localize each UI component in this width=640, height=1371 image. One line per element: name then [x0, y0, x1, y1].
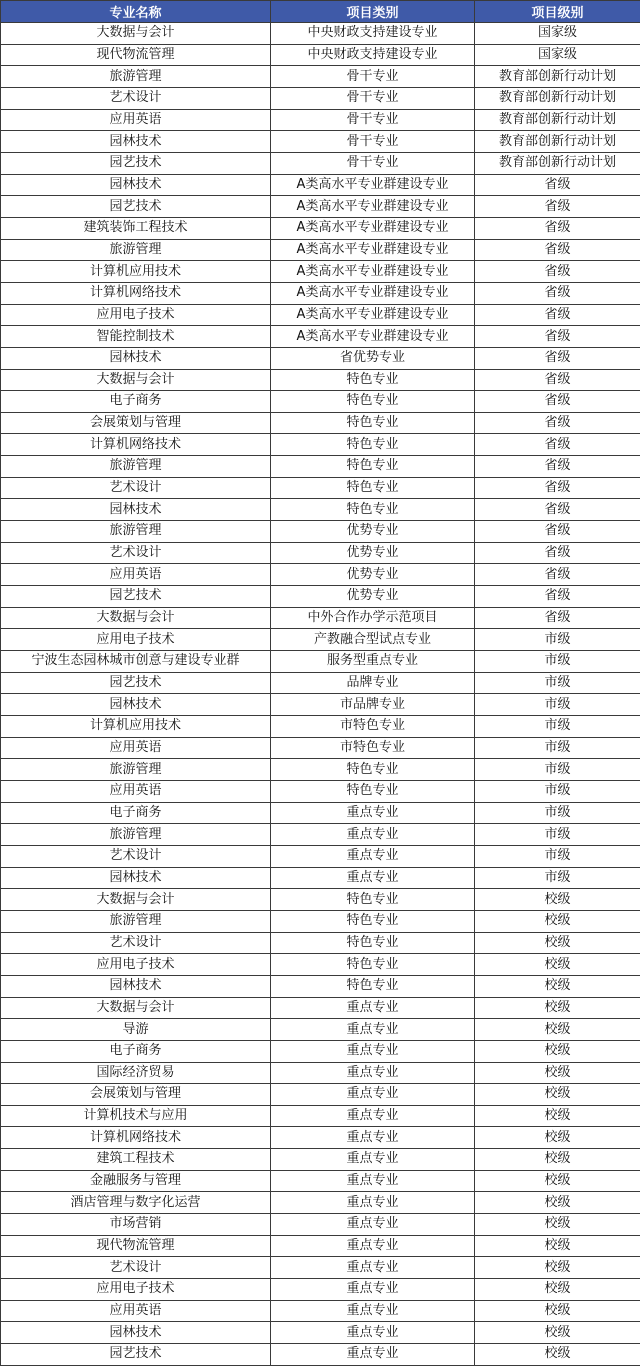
table-row [1, 1127, 640, 1149]
table-row [1, 1214, 640, 1236]
cell-project-level: 校级 [475, 932, 640, 954]
cell-project-level: 校级 [475, 1279, 640, 1301]
table-body [1, 23, 640, 1366]
cell-project-level: 校级 [475, 1040, 640, 1062]
header-row [1, 1, 640, 23]
table-row [1, 1257, 640, 1279]
cell-project-category: A类高水平专业群建设专业 [271, 174, 475, 196]
cell-project-category: 骨干专业 [271, 131, 475, 153]
cell-project-level: 校级 [475, 1192, 640, 1214]
cell-project-category: 特色专业 [271, 499, 475, 521]
cell-project-category: A类高水平专业群建设专业 [271, 196, 475, 218]
cell-project-level: 省级 [475, 217, 640, 239]
cell-project-category: 特色专业 [271, 434, 475, 456]
cell-program-name: 宁波生态园林城市创意与建设专业群 [1, 651, 271, 673]
table-row [1, 629, 640, 651]
cell-program-name: 应用电子技术 [1, 629, 271, 651]
cell-project-level: 省级 [475, 174, 640, 196]
table-row [1, 1040, 640, 1062]
cell-program-name: 艺术设计 [1, 1257, 271, 1279]
cell-project-category: 特色专业 [271, 477, 475, 499]
cell-project-category: 特色专业 [271, 780, 475, 802]
cell-program-name: 计算机应用技术 [1, 261, 271, 283]
cell-project-category: 重点专业 [271, 824, 475, 846]
cell-project-level: 省级 [475, 391, 640, 413]
cell-project-level: 市级 [475, 694, 640, 716]
table-row [1, 347, 640, 369]
cell-program-name: 艺术设计 [1, 845, 271, 867]
cell-program-name: 建筑装饰工程技术 [1, 217, 271, 239]
cell-project-category: 重点专业 [271, 867, 475, 889]
cell-project-category: 重点专业 [271, 1105, 475, 1127]
table-row [1, 1235, 640, 1257]
cell-project-level: 校级 [475, 1019, 640, 1041]
cell-project-level: 市级 [475, 672, 640, 694]
cell-project-level: 教育部创新行动计划 [475, 66, 640, 88]
cell-project-category: 重点专业 [271, 1344, 475, 1366]
cell-project-level: 校级 [475, 910, 640, 932]
cell-program-name: 大数据与会计 [1, 997, 271, 1019]
cell-project-category: 优势专业 [271, 586, 475, 608]
cell-project-level: 校级 [475, 1170, 640, 1192]
cell-project-category: 特色专业 [271, 954, 475, 976]
cell-project-level: 市级 [475, 867, 640, 889]
cell-project-category: A类高水平专业群建设专业 [271, 239, 475, 261]
cell-project-level: 市级 [475, 845, 640, 867]
cell-program-name: 园艺技术 [1, 672, 271, 694]
cell-project-level: 省级 [475, 304, 640, 326]
table-row [1, 542, 640, 564]
cell-project-category: 市特色专业 [271, 716, 475, 738]
cell-project-level: 国家级 [475, 44, 640, 66]
cell-project-level: 省级 [475, 412, 640, 434]
cell-project-category: 骨干专业 [271, 66, 475, 88]
cell-project-category: 重点专业 [271, 1192, 475, 1214]
cell-program-name: 电子商务 [1, 1040, 271, 1062]
table-row [1, 23, 640, 45]
cell-program-name: 园林技术 [1, 694, 271, 716]
cell-program-name: 园艺技术 [1, 196, 271, 218]
cell-project-category: 骨干专业 [271, 87, 475, 109]
table-row [1, 412, 640, 434]
cell-project-level: 省级 [475, 607, 640, 629]
table-row [1, 759, 640, 781]
cell-program-name: 应用英语 [1, 1300, 271, 1322]
cell-project-category: 重点专业 [271, 1214, 475, 1236]
table-row [1, 564, 640, 586]
cell-project-level: 省级 [475, 477, 640, 499]
cell-project-category: 重点专业 [271, 1257, 475, 1279]
cell-project-category: 重点专业 [271, 1279, 475, 1301]
cell-project-category: 重点专业 [271, 845, 475, 867]
cell-program-name: 旅游管理 [1, 456, 271, 478]
table-row [1, 1300, 640, 1322]
cell-project-level: 市级 [475, 759, 640, 781]
cell-program-name: 计算机应用技术 [1, 716, 271, 738]
cell-project-category: 省优势专业 [271, 347, 475, 369]
cell-project-category: 骨干专业 [271, 152, 475, 174]
cell-project-category: 中央财政支持建设专业 [271, 23, 475, 45]
table-row [1, 1062, 640, 1084]
cell-program-name: 大数据与会计 [1, 369, 271, 391]
cell-project-category: 市特色专业 [271, 737, 475, 759]
table-row [1, 1084, 640, 1106]
table-row [1, 1149, 640, 1171]
cell-project-category: 重点专业 [271, 1040, 475, 1062]
table-row [1, 954, 640, 976]
cell-program-name: 应用英语 [1, 780, 271, 802]
cell-project-category: 中央财政支持建设专业 [271, 44, 475, 66]
table-row [1, 997, 640, 1019]
cell-project-category: 重点专业 [271, 1019, 475, 1041]
cell-project-category: 市品牌专业 [271, 694, 475, 716]
cell-program-name: 计算机技术与应用 [1, 1105, 271, 1127]
cell-program-name: 现代物流管理 [1, 1235, 271, 1257]
table-row [1, 434, 640, 456]
table-row [1, 975, 640, 997]
cell-program-name: 艺术设计 [1, 542, 271, 564]
cell-program-name: 大数据与会计 [1, 889, 271, 911]
cell-project-category: 优势专业 [271, 542, 475, 564]
cell-project-level: 市级 [475, 802, 640, 824]
cell-program-name: 电子商务 [1, 391, 271, 413]
cell-program-name: 旅游管理 [1, 239, 271, 261]
table-row [1, 867, 640, 889]
cell-project-level: 省级 [475, 499, 640, 521]
table-row [1, 521, 640, 543]
cell-project-category: A类高水平专业群建设专业 [271, 261, 475, 283]
cell-project-category: 重点专业 [271, 1235, 475, 1257]
cell-project-category: 特色专业 [271, 759, 475, 781]
cell-project-level: 省级 [475, 261, 640, 283]
cell-program-name: 园林技术 [1, 347, 271, 369]
cell-project-level: 校级 [475, 1235, 640, 1257]
cell-program-name: 园艺技术 [1, 152, 271, 174]
cell-project-level: 校级 [475, 975, 640, 997]
table-row [1, 109, 640, 131]
cell-project-level: 校级 [475, 1149, 640, 1171]
cell-project-category: 品牌专业 [271, 672, 475, 694]
cell-project-level: 校级 [475, 1105, 640, 1127]
table-row [1, 607, 640, 629]
table-row [1, 196, 640, 218]
cell-program-name: 会展策划与管理 [1, 412, 271, 434]
cell-project-category: 优势专业 [271, 564, 475, 586]
cell-project-category: 重点专业 [271, 1300, 475, 1322]
cell-program-name: 应用英语 [1, 737, 271, 759]
cell-project-category: 重点专业 [271, 1127, 475, 1149]
cell-project-level: 校级 [475, 997, 640, 1019]
cell-project-level: 省级 [475, 456, 640, 478]
cell-program-name: 旅游管理 [1, 66, 271, 88]
cell-project-level: 国家级 [475, 23, 640, 45]
table-row [1, 44, 640, 66]
table-row [1, 261, 640, 283]
cell-project-category: 重点专业 [271, 802, 475, 824]
cell-project-level: 教育部创新行动计划 [475, 109, 640, 131]
cell-project-category: 特色专业 [271, 391, 475, 413]
table-row [1, 1279, 640, 1301]
cell-program-name: 艺术设计 [1, 932, 271, 954]
cell-project-category: 特色专业 [271, 975, 475, 997]
table-header [1, 1, 640, 23]
cell-project-level: 校级 [475, 1300, 640, 1322]
cell-project-level: 校级 [475, 1344, 640, 1366]
cell-project-category: 特色专业 [271, 932, 475, 954]
cell-project-level: 校级 [475, 1322, 640, 1344]
table-row [1, 802, 640, 824]
cell-project-category: 特色专业 [271, 412, 475, 434]
table-row [1, 282, 640, 304]
cell-program-name: 园艺技术 [1, 586, 271, 608]
cell-program-name: 导游 [1, 1019, 271, 1041]
cell-project-level: 省级 [475, 239, 640, 261]
cell-project-level: 省级 [475, 564, 640, 586]
table-row [1, 845, 640, 867]
table-row [1, 499, 640, 521]
cell-project-category: 重点专业 [271, 1062, 475, 1084]
table-row [1, 369, 640, 391]
cell-program-name: 园林技术 [1, 1322, 271, 1344]
cell-program-name: 应用英语 [1, 564, 271, 586]
table-row [1, 824, 640, 846]
cell-project-level: 市级 [475, 651, 640, 673]
cell-program-name: 旅游管理 [1, 759, 271, 781]
table-row [1, 651, 640, 673]
table-row [1, 672, 640, 694]
cell-program-name: 大数据与会计 [1, 607, 271, 629]
cell-project-category: A类高水平专业群建设专业 [271, 304, 475, 326]
cell-program-name: 计算机网络技术 [1, 434, 271, 456]
table-row [1, 391, 640, 413]
cell-project-category: 重点专业 [271, 1322, 475, 1344]
table-row [1, 889, 640, 911]
cell-program-name: 现代物流管理 [1, 44, 271, 66]
cell-project-level: 校级 [475, 1257, 640, 1279]
table-row [1, 456, 640, 478]
cell-program-name: 艺术设计 [1, 87, 271, 109]
cell-program-name: 园林技术 [1, 174, 271, 196]
cell-program-name: 园林技术 [1, 867, 271, 889]
cell-program-name: 计算机网络技术 [1, 282, 271, 304]
cell-program-name: 旅游管理 [1, 910, 271, 932]
cell-project-level: 省级 [475, 521, 640, 543]
table-row [1, 239, 640, 261]
table-row [1, 1170, 640, 1192]
cell-program-name: 会展策划与管理 [1, 1084, 271, 1106]
cell-project-category: 特色专业 [271, 456, 475, 478]
cell-project-level: 校级 [475, 954, 640, 976]
cell-project-category: A类高水平专业群建设专业 [271, 282, 475, 304]
cell-program-name: 应用电子技术 [1, 954, 271, 976]
table-row [1, 304, 640, 326]
table-row [1, 586, 640, 608]
table-row [1, 1019, 640, 1041]
table-row [1, 1105, 640, 1127]
cell-project-level: 校级 [475, 1084, 640, 1106]
cell-project-level: 市级 [475, 716, 640, 738]
table-row [1, 737, 640, 759]
cell-project-level: 市级 [475, 737, 640, 759]
cell-program-name: 旅游管理 [1, 824, 271, 846]
cell-project-level: 省级 [475, 282, 640, 304]
cell-project-category: 重点专业 [271, 1084, 475, 1106]
cell-program-name: 园林技术 [1, 975, 271, 997]
cell-project-level: 校级 [475, 1127, 640, 1149]
cell-project-level: 教育部创新行动计划 [475, 87, 640, 109]
cell-project-category: 服务型重点专业 [271, 651, 475, 673]
table-row [1, 174, 640, 196]
header-project-level: 项目级别 [475, 1, 640, 23]
cell-project-category: A类高水平专业群建设专业 [271, 217, 475, 239]
cell-project-category: 重点专业 [271, 997, 475, 1019]
cell-project-level: 市级 [475, 629, 640, 651]
table-row [1, 780, 640, 802]
cell-project-level: 校级 [475, 1214, 640, 1236]
table-row [1, 477, 640, 499]
table-row [1, 932, 640, 954]
cell-project-level: 教育部创新行动计划 [475, 131, 640, 153]
cell-program-name: 应用电子技术 [1, 1279, 271, 1301]
cell-program-name: 市场营销 [1, 1214, 271, 1236]
cell-project-category: A类高水平专业群建设专业 [271, 326, 475, 348]
cell-program-name: 艺术设计 [1, 477, 271, 499]
cell-program-name: 智能控制技术 [1, 326, 271, 348]
cell-project-category: 骨干专业 [271, 109, 475, 131]
cell-project-level: 省级 [475, 586, 640, 608]
cell-project-level: 省级 [475, 347, 640, 369]
cell-project-category: 优势专业 [271, 521, 475, 543]
cell-program-name: 园林技术 [1, 131, 271, 153]
cell-project-level: 省级 [475, 369, 640, 391]
cell-program-name: 电子商务 [1, 802, 271, 824]
cell-project-level: 教育部创新行动计划 [475, 152, 640, 174]
cell-project-level: 省级 [475, 326, 640, 348]
cell-program-name: 国际经济贸易 [1, 1062, 271, 1084]
table-row [1, 66, 640, 88]
cell-project-category: 重点专业 [271, 1170, 475, 1192]
cell-program-name: 酒店管理与数字化运营 [1, 1192, 271, 1214]
table-row [1, 1192, 640, 1214]
table-row [1, 1344, 640, 1366]
cell-project-category: 特色专业 [271, 889, 475, 911]
cell-program-name: 应用电子技术 [1, 304, 271, 326]
cell-project-category: 中外合作办学示范项目 [271, 607, 475, 629]
cell-project-level: 省级 [475, 196, 640, 218]
table-row [1, 716, 640, 738]
cell-project-level: 校级 [475, 1062, 640, 1084]
table-row [1, 87, 640, 109]
cell-program-name: 金融服务与管理 [1, 1170, 271, 1192]
cell-project-level: 省级 [475, 542, 640, 564]
cell-project-category: 特色专业 [271, 369, 475, 391]
cell-project-category: 特色专业 [271, 910, 475, 932]
cell-program-name: 大数据与会计 [1, 23, 271, 45]
cell-project-category: 产教融合型试点专业 [271, 629, 475, 651]
cell-program-name: 建筑工程技术 [1, 1149, 271, 1171]
table-row [1, 910, 640, 932]
cell-project-category: 重点专业 [271, 1149, 475, 1171]
cell-program-name: 计算机网络技术 [1, 1127, 271, 1149]
cell-program-name: 旅游管理 [1, 521, 271, 543]
table-row [1, 1322, 640, 1344]
cell-program-name: 园艺技术 [1, 1344, 271, 1366]
cell-project-level: 市级 [475, 780, 640, 802]
table-row [1, 326, 640, 348]
header-project-category: 项目类别 [271, 1, 475, 23]
table-row [1, 217, 640, 239]
table-row [1, 694, 640, 716]
table-row [1, 152, 640, 174]
cell-project-level: 市级 [475, 824, 640, 846]
table-row [1, 131, 640, 153]
cell-project-level: 省级 [475, 434, 640, 456]
header-program-name: 专业名称 [1, 1, 271, 23]
cell-program-name: 应用英语 [1, 109, 271, 131]
cell-program-name: 园林技术 [1, 499, 271, 521]
cell-project-level: 校级 [475, 889, 640, 911]
